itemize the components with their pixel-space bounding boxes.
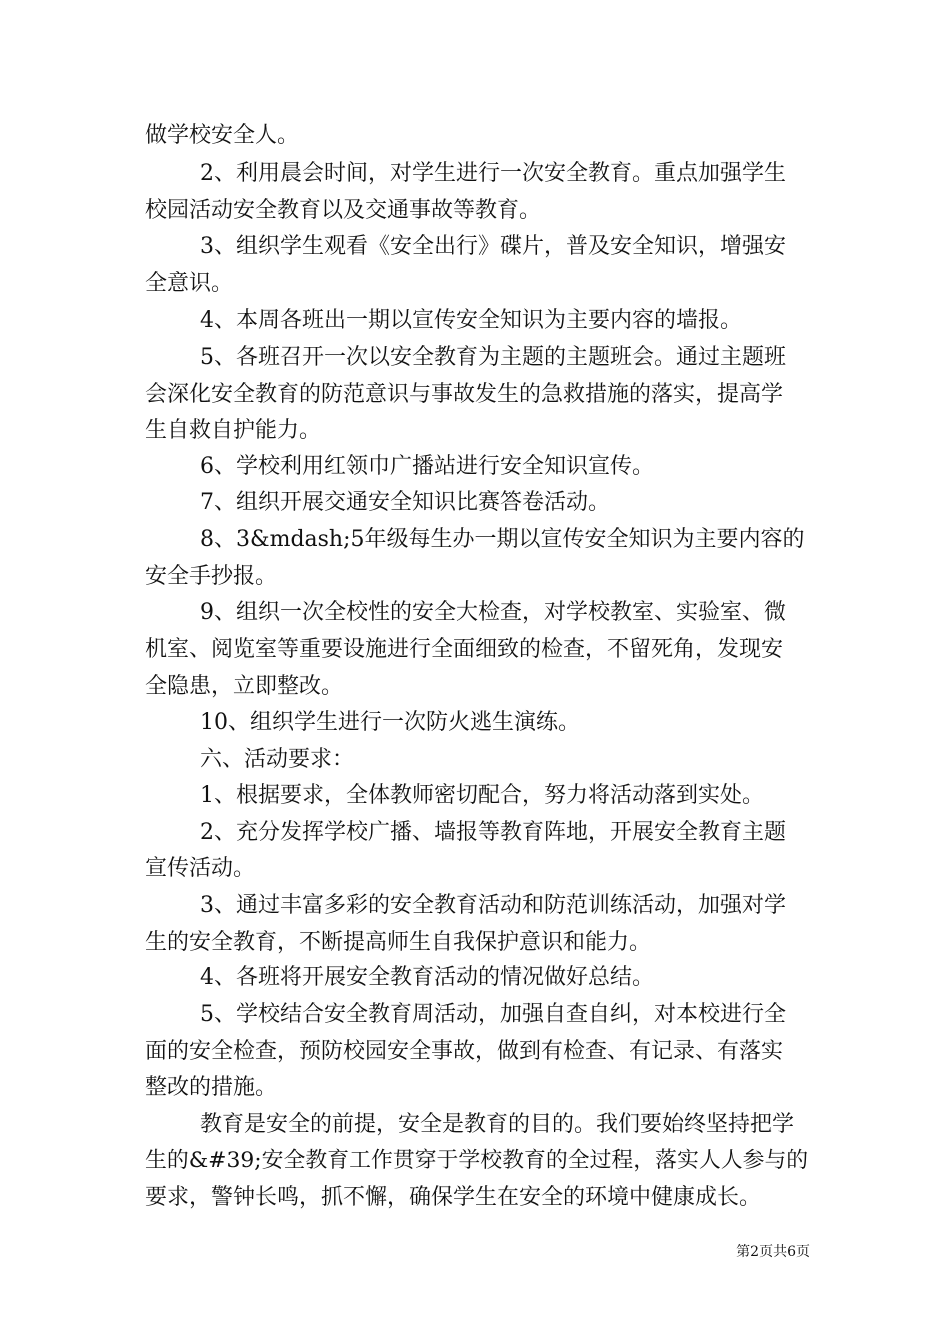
text-line: 生的&#39;安全教育工作贯穿于学校教育的全过程，落实人人参与的 [145,1148,809,1173]
text-line: 生自救自护能力。 [145,418,322,443]
text-line: 8、3&mdash;5年级每生办一期以宣传安全知识为主要内容的 [200,527,805,552]
text-line: 3、通过丰富多彩的安全教育活动和防范训练活动，加强对学 [200,893,786,918]
text-line: 7、组织开展交通安全知识比赛答卷活动。 [200,490,610,515]
text-line: 6、学校利用红领巾广播站进行安全知识宣传。 [200,454,654,479]
text-line: 宣传活动。 [145,856,256,881]
text-line: 1、根据要求，全体教师密切配合，努力将活动落到实处。 [200,783,764,808]
text-line: 4、本周各班出一期以宣传安全知识为主要内容的墙报。 [200,308,742,333]
text-line: 安全手抄报。 [145,564,278,589]
text-line: 3、组织学生观看《安全出行》碟片，普及安全知识，增强安 [200,234,786,259]
page-number-footer: 第2页共6页 [736,1244,810,1260]
text-line: 校园活动安全教育以及交通事故等教育。 [145,198,542,223]
section-heading: 六、活动要求： [200,747,355,772]
text-line: 机室、阅览室等重要设施进行全面细致的检查，不留死角，发现安 [145,637,784,662]
text-line: 做学校安全人。 [145,123,300,148]
text-line: 面的安全检查，预防校园安全事故，做到有检查、有记录、有落实 [145,1039,784,1064]
text-line: 2、充分发挥学校广播、墙报等教育阵地，开展安全教育主题 [200,820,786,845]
text-line: 4、各班将开展安全教育活动的情况做好总结。 [200,965,654,990]
text-line: 全隐患，立即整改。 [145,674,344,699]
text-line: 会深化安全教育的防范意识与事故发生的急救措施的落实，提高学 [145,382,784,407]
text-line: 整改的措施。 [145,1075,278,1100]
text-line: 9、组织一次全校性的安全大检查，对学校教室、实验室、微 [200,600,786,625]
text-line: 教育是安全的前提，安全是教育的目的。我们要始终坚持把学 [200,1112,795,1137]
text-line: 要求，警钟长鸣，抓不懈，确保学生在安全的环境中健康成长。 [145,1185,762,1210]
text-line: 5、各班召开一次以安全教育为主题的主题班会。通过主题班 [200,345,786,370]
text-line: 全意识。 [145,271,234,296]
text-line: 生的安全教育，不断提高师生自我保护意识和能力。 [145,930,652,955]
text-line: 5、学校结合安全教育周活动，加强自查自纠，对本校进行全 [200,1002,786,1027]
text-line: 2、利用晨会时间，对学生进行一次安全教育。重点加强学生 [200,161,786,186]
text-line: 10、组织学生进行一次防火逃生演练。 [200,710,580,735]
